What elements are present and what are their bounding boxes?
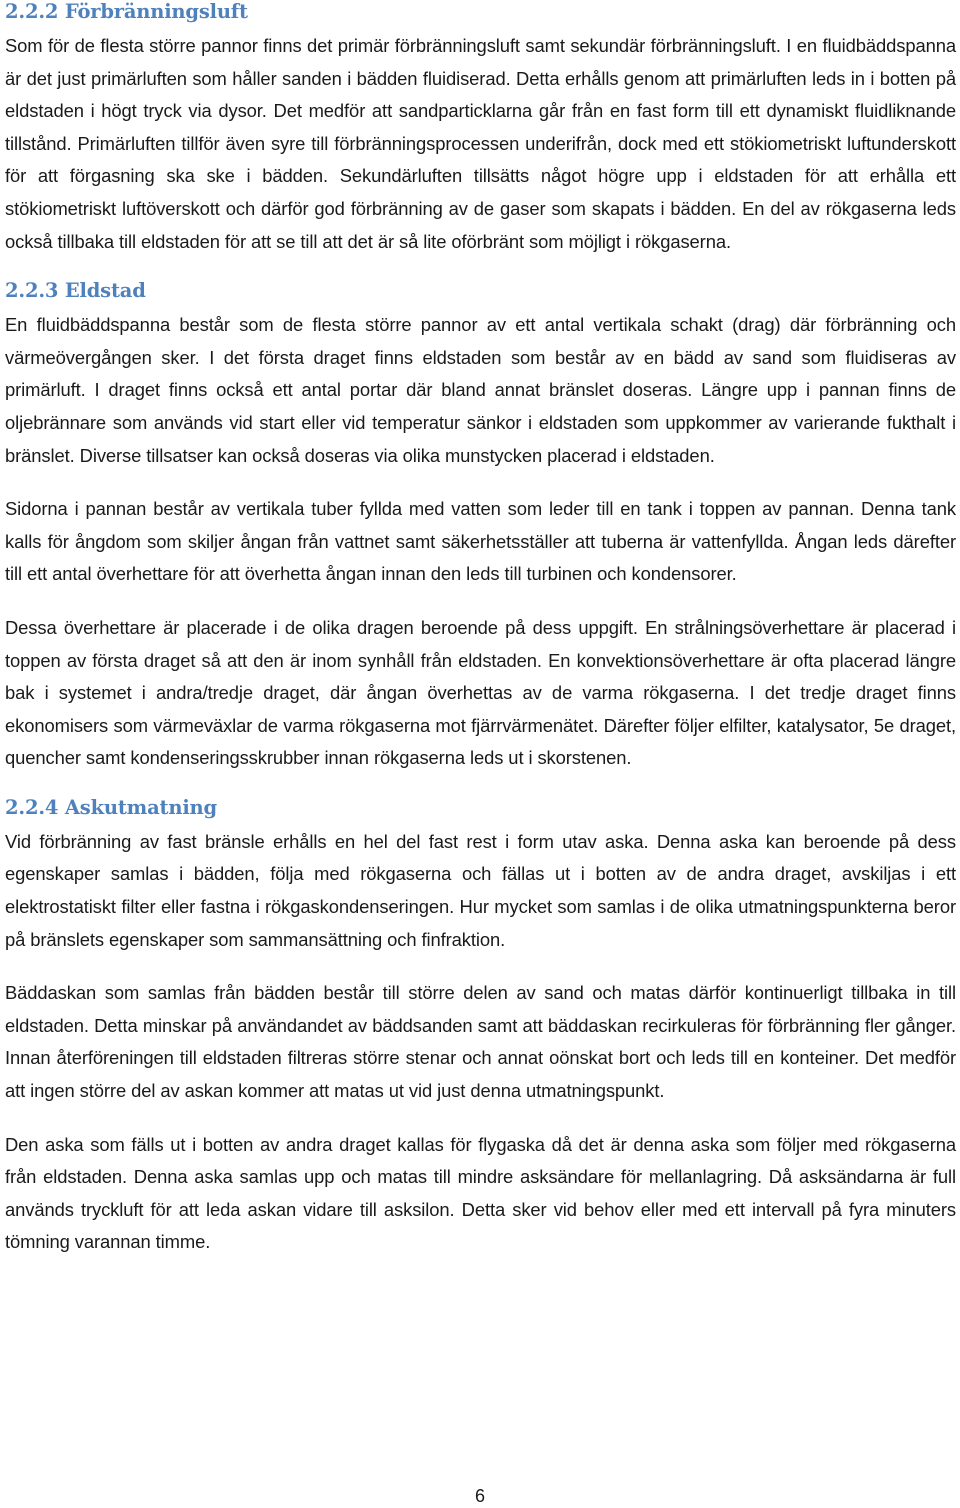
section-heading-eldstad: 2.2.3 Eldstad (5, 279, 146, 303)
paragraph: Dessa överhettare är placerade i de olika dragen beroende på dess uppgift. En strålningsöverhettare är placerad i toppen av första draget så att den är inom synhåll från eldstaden. En konvektionsöverhettare är ofta placerad längre bak i systemet i andra/tredje draget, där ångan överhettas av de varma rökgaserna. I det tredje draget finns ekonomisers som värmeväxlar de varma rökgaserna mot fjärrvärmenätet. Därefter följer elfilter, katalysator, 5e draget, quencher samt kondenseringsskrubber innan rökgaserna leds ut i skorstenen. (5, 616, 956, 769)
document-body (5, 0, 956, 1259)
paragraph: Bäddaskan som samlas från bädden består till större delen av sand och matas därför kontinuerligt tillbaka in till eldstaden. Detta minskar på användandet av bäddsanden samt att bäddaskan recirkuleras för förbränning fler gånger. Innan återföreningen till eldstaden filtreras större stenar och annat oönskat bort och leds till en konteiner. Det medför att ingen större del av askan kommer att matas ut vid just denna utmatningspunkt. (5, 982, 956, 1102)
paragraph: En fluidbäddspanna består som de flesta större pannor av ett antal vertikala schakt (drag) där förbränning och värmeövergången sker. I det första draget finns eldstaden som består av en bädd av sand som fluidiseras av primärluft. I draget finns också ett antal portar där bland annat bränslet doseras. Längre upp i pannan finns de oljebrännare som används vid start eller vid temperatur sänkor i eldstaden som uppkommer av varierande fukthalt i bränslet. Diverse tillsatser kan också doseras via olika munstycken placerad i eldstaden. (5, 314, 956, 466)
paragraph: Sidorna i pannan består av vertikala tuber fyllda med vatten som leder till en tank i toppen av pannan. Denna tank kalls för ångdom som skiljer ångan från vattnet samt säkerhetsställer att tuberna är vattenfyllda. Ångan leds därefter till ett antal överhettare för att överhetta ångan innan den leds till turbinen och kondensorer. (5, 498, 956, 585)
section-heading-forbranningsluft: 2.2.2 Förbränningsluft (5, 0, 248, 23)
section-heading-askutmatning: 2.2.4 Askutmatning (5, 795, 217, 819)
paragraph: Vid förbränning av fast bränsle erhålls en hel del fast rest i form utav aska. Denna aska kan beroende på dess egenskaper samlas i bädden, följa med rökgaserna och fällas ut i botten av de andra draget, avskiljas i ett elektrostatiskt filter eller fastna i rökgaskondenseringen. Hur mycket som samlas i de olika utmatningspunkterna beror på bränslets egenskaper som sammansättning och finfraktion. (5, 830, 956, 950)
paragraph: Som för de flesta större pannor finns det primär förbränningsluft samt sekundär förbränningsluft. I en fluidbäddspanna är det just primärluften som håller sanden i bädden fluidiserad. Detta erhålls genom att primärluften leds in i botten på eldstaden i högt tryck via dysor. Det medför att sandparticklarna går från en fast form till ett dynamiskt fluidliknande tillstånd. Primärluften tillför även syre till förbränningsprocessen underifrån, dock med ett stökiometriskt luftunderskott för att förgasning ska ske i bädden. Sekundärluften tillsätts något högre upp i eldstaden för att erhålla ett stökiometriskt luftöverskott och därför god förbränning av de gaser som skapats i bädden. En del av rökgaserna leds också tillbaka till eldstaden för att se till att det är så lite oförbränt som möjligt i rökgaserna. (5, 35, 956, 252)
page-number: 6 (474, 1486, 485, 1506)
paragraph: Den aska som fälls ut i botten av andra draget kallas för flygaska då det är denna aska som följer med rökgaserna från eldstaden. Denna aska samlas upp och matas till mindre asksändare för mellanlagring. Då asksändarna är full används tryckluft för att leda askan vidare till asksilon. Detta sker vid behov eller med ett intervall på fyra minuters tömning varannan timme. (5, 1133, 956, 1253)
